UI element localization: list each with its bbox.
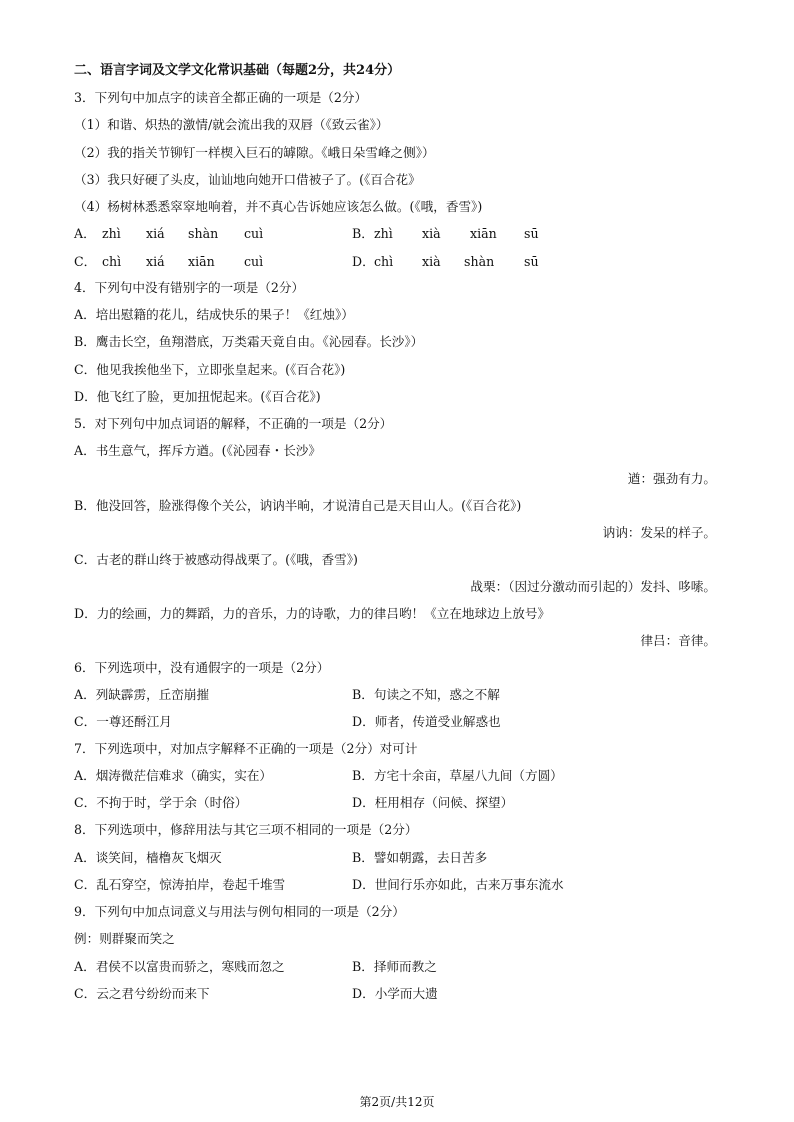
q5-option-c[interactable]: C．古老的群山终于被感动得战栗了。(《哦，香雪》)	[74, 552, 358, 567]
q7-option-c[interactable]: C．不拘于时，学于余（时俗）	[74, 795, 248, 810]
q3-stem: 3．下列句中加点字的读音全都正确的一项是（2分）	[74, 90, 368, 105]
q5-stem: 5．对下列句中加点词语的解释，不正确的一项是（2分）	[74, 416, 393, 431]
q6-option-d[interactable]: D．师者，传道受业解惑也	[352, 714, 501, 729]
q5-option-c-note: 战栗：（因过分激动而引起的）发抖、哆嗦。	[470, 579, 716, 594]
q5-option-a-note: 遒：强劲有力。	[627, 471, 716, 486]
q3-option-c[interactable]	[74, 253, 374, 271]
q3-item-2: （2）我的指关节铆钉一样楔入巨石的罅隙。《峨日朵雪峰之侧》）	[74, 145, 435, 160]
q6-option-a[interactable]: A．列缺霹雳，丘峦崩摧	[74, 687, 210, 702]
q5-option-d[interactable]: D．力的绘画，力的舞蹈，力的音乐，力的诗歌，力的律吕哟！《立在地球边上放号》	[74, 606, 551, 621]
pinyin: sū	[524, 226, 539, 241]
q6-option-c[interactable]: C．一尊还酹江月	[74, 714, 172, 729]
q9-option-a[interactable]: A．君侯不以富贵而骄之，寒贱而忽之	[74, 959, 285, 974]
q3-option-d[interactable]	[352, 253, 602, 271]
q6-option-b[interactable]: B．句读之不知，惑之不解	[352, 687, 500, 702]
q5-option-a[interactable]: A．书生意气，挥斥方遒。(《沁园春・长沙》	[74, 443, 321, 458]
q8-option-b[interactable]: B．譬如朝露，去日苦多	[352, 850, 488, 865]
section-title: 二、语言字词及文学文化常识基础（每题2分，共24分）	[74, 63, 401, 78]
pinyin: xiān	[470, 226, 497, 241]
q9-option-c[interactable]: C．云之君兮纷纷而来下	[74, 986, 210, 1001]
pinyin: xià	[422, 226, 441, 241]
q8-option-a[interactable]: A．谈笑间，樯橹灰飞烟灭	[74, 850, 222, 865]
q4-option-a[interactable]: A．培出慰籍的花儿，结成快乐的果子！《红烛》）	[74, 307, 354, 322]
pinyin: zhì	[374, 226, 393, 241]
pinyin: sū	[524, 254, 539, 269]
pinyin: xiān	[188, 254, 215, 269]
pinyin: cuì	[244, 226, 264, 241]
q7-stem: 7．下列选项中，对加点字解释不正确的一项是（2分）对可计	[74, 741, 418, 756]
pinyin: chì	[374, 254, 394, 269]
q4-stem: 4．下列句中没有错别字的一项是（2分）	[74, 280, 305, 295]
pinyin: xià	[422, 254, 441, 269]
q8-option-c[interactable]: C．乱石穿空，惊涛拍岸，卷起千堆雪	[74, 877, 286, 892]
pinyin: chì	[102, 254, 122, 269]
option-label: B．	[352, 226, 374, 241]
pinyin: xiá	[146, 226, 165, 241]
q9-option-b[interactable]: B．择师而教之	[352, 959, 437, 974]
q9-example: 例：则群聚而笑之	[74, 931, 175, 946]
pinyin: cuì	[244, 254, 264, 269]
q6-stem: 6．下列选项中，没有通假字的一项是（2分）	[74, 660, 330, 675]
pinyin: zhì	[102, 226, 121, 241]
q4-option-d[interactable]: D．他飞红了脸，更加扭怩起来。(《百合花》)	[74, 389, 321, 404]
q3-option-a[interactable]	[74, 225, 374, 243]
q7-option-d[interactable]: D．枉用相存（问候、探望）	[352, 795, 514, 810]
q3-item-3: （3）我只好硬了头皮，讪讪地向她开口借被子了。(《百合花》	[74, 172, 421, 187]
page-number: 第2页/共12页	[359, 1095, 435, 1109]
q9-stem: 9．下列句中加点词意义与用法与例句相同的一项是（2分）	[74, 904, 405, 919]
q4-option-b[interactable]: B．鹰击长空，鱼翔潜底，万类霜天竟自由。《沁园春。长沙》）	[74, 334, 424, 349]
option-label: C．	[74, 254, 97, 269]
q5-option-b-note: 讷讷：发呆的样子。	[602, 525, 716, 540]
q9-option-d[interactable]: D．小学而大遗	[352, 986, 438, 1001]
q4-option-c[interactable]: C．他见我挨他坐下，立即张皇起来。(《百合花》)	[74, 362, 346, 377]
option-label: A．	[74, 226, 96, 241]
q8-option-d[interactable]: D．世间行乐亦如此，古来万事东流水	[352, 877, 564, 892]
q7-option-b[interactable]: B．方宅十余亩，草屋八九间（方圆）	[352, 768, 563, 783]
q3-item-1: （1）和谐、炽热的激情/就会流出我的双唇（《致云雀》）	[74, 117, 389, 132]
q7-option-a[interactable]: A．烟涛微茫信难求（确实，实在）	[74, 768, 273, 783]
q3-option-b[interactable]	[352, 225, 602, 243]
pinyin: shàn	[464, 254, 495, 269]
pinyin: xiá	[146, 254, 165, 269]
q5-option-d-note: 律吕：音律。	[640, 633, 716, 648]
pinyin: shàn	[188, 226, 219, 241]
q5-option-b[interactable]: B．他没回答，脸涨得像个关公，讷讷半晌，才说清自己是天目山人。(《百合花》)	[74, 498, 522, 513]
q3-item-4: （4）杨树林悉悉窣窣地响着，并不真心告诉她应该怎么做。(《哦，香雪》)	[74, 199, 483, 214]
option-label: D．	[352, 254, 375, 269]
q8-stem: 8．下列选项中，修辞用法与其它三项不相同的一项是（2分）	[74, 822, 418, 837]
